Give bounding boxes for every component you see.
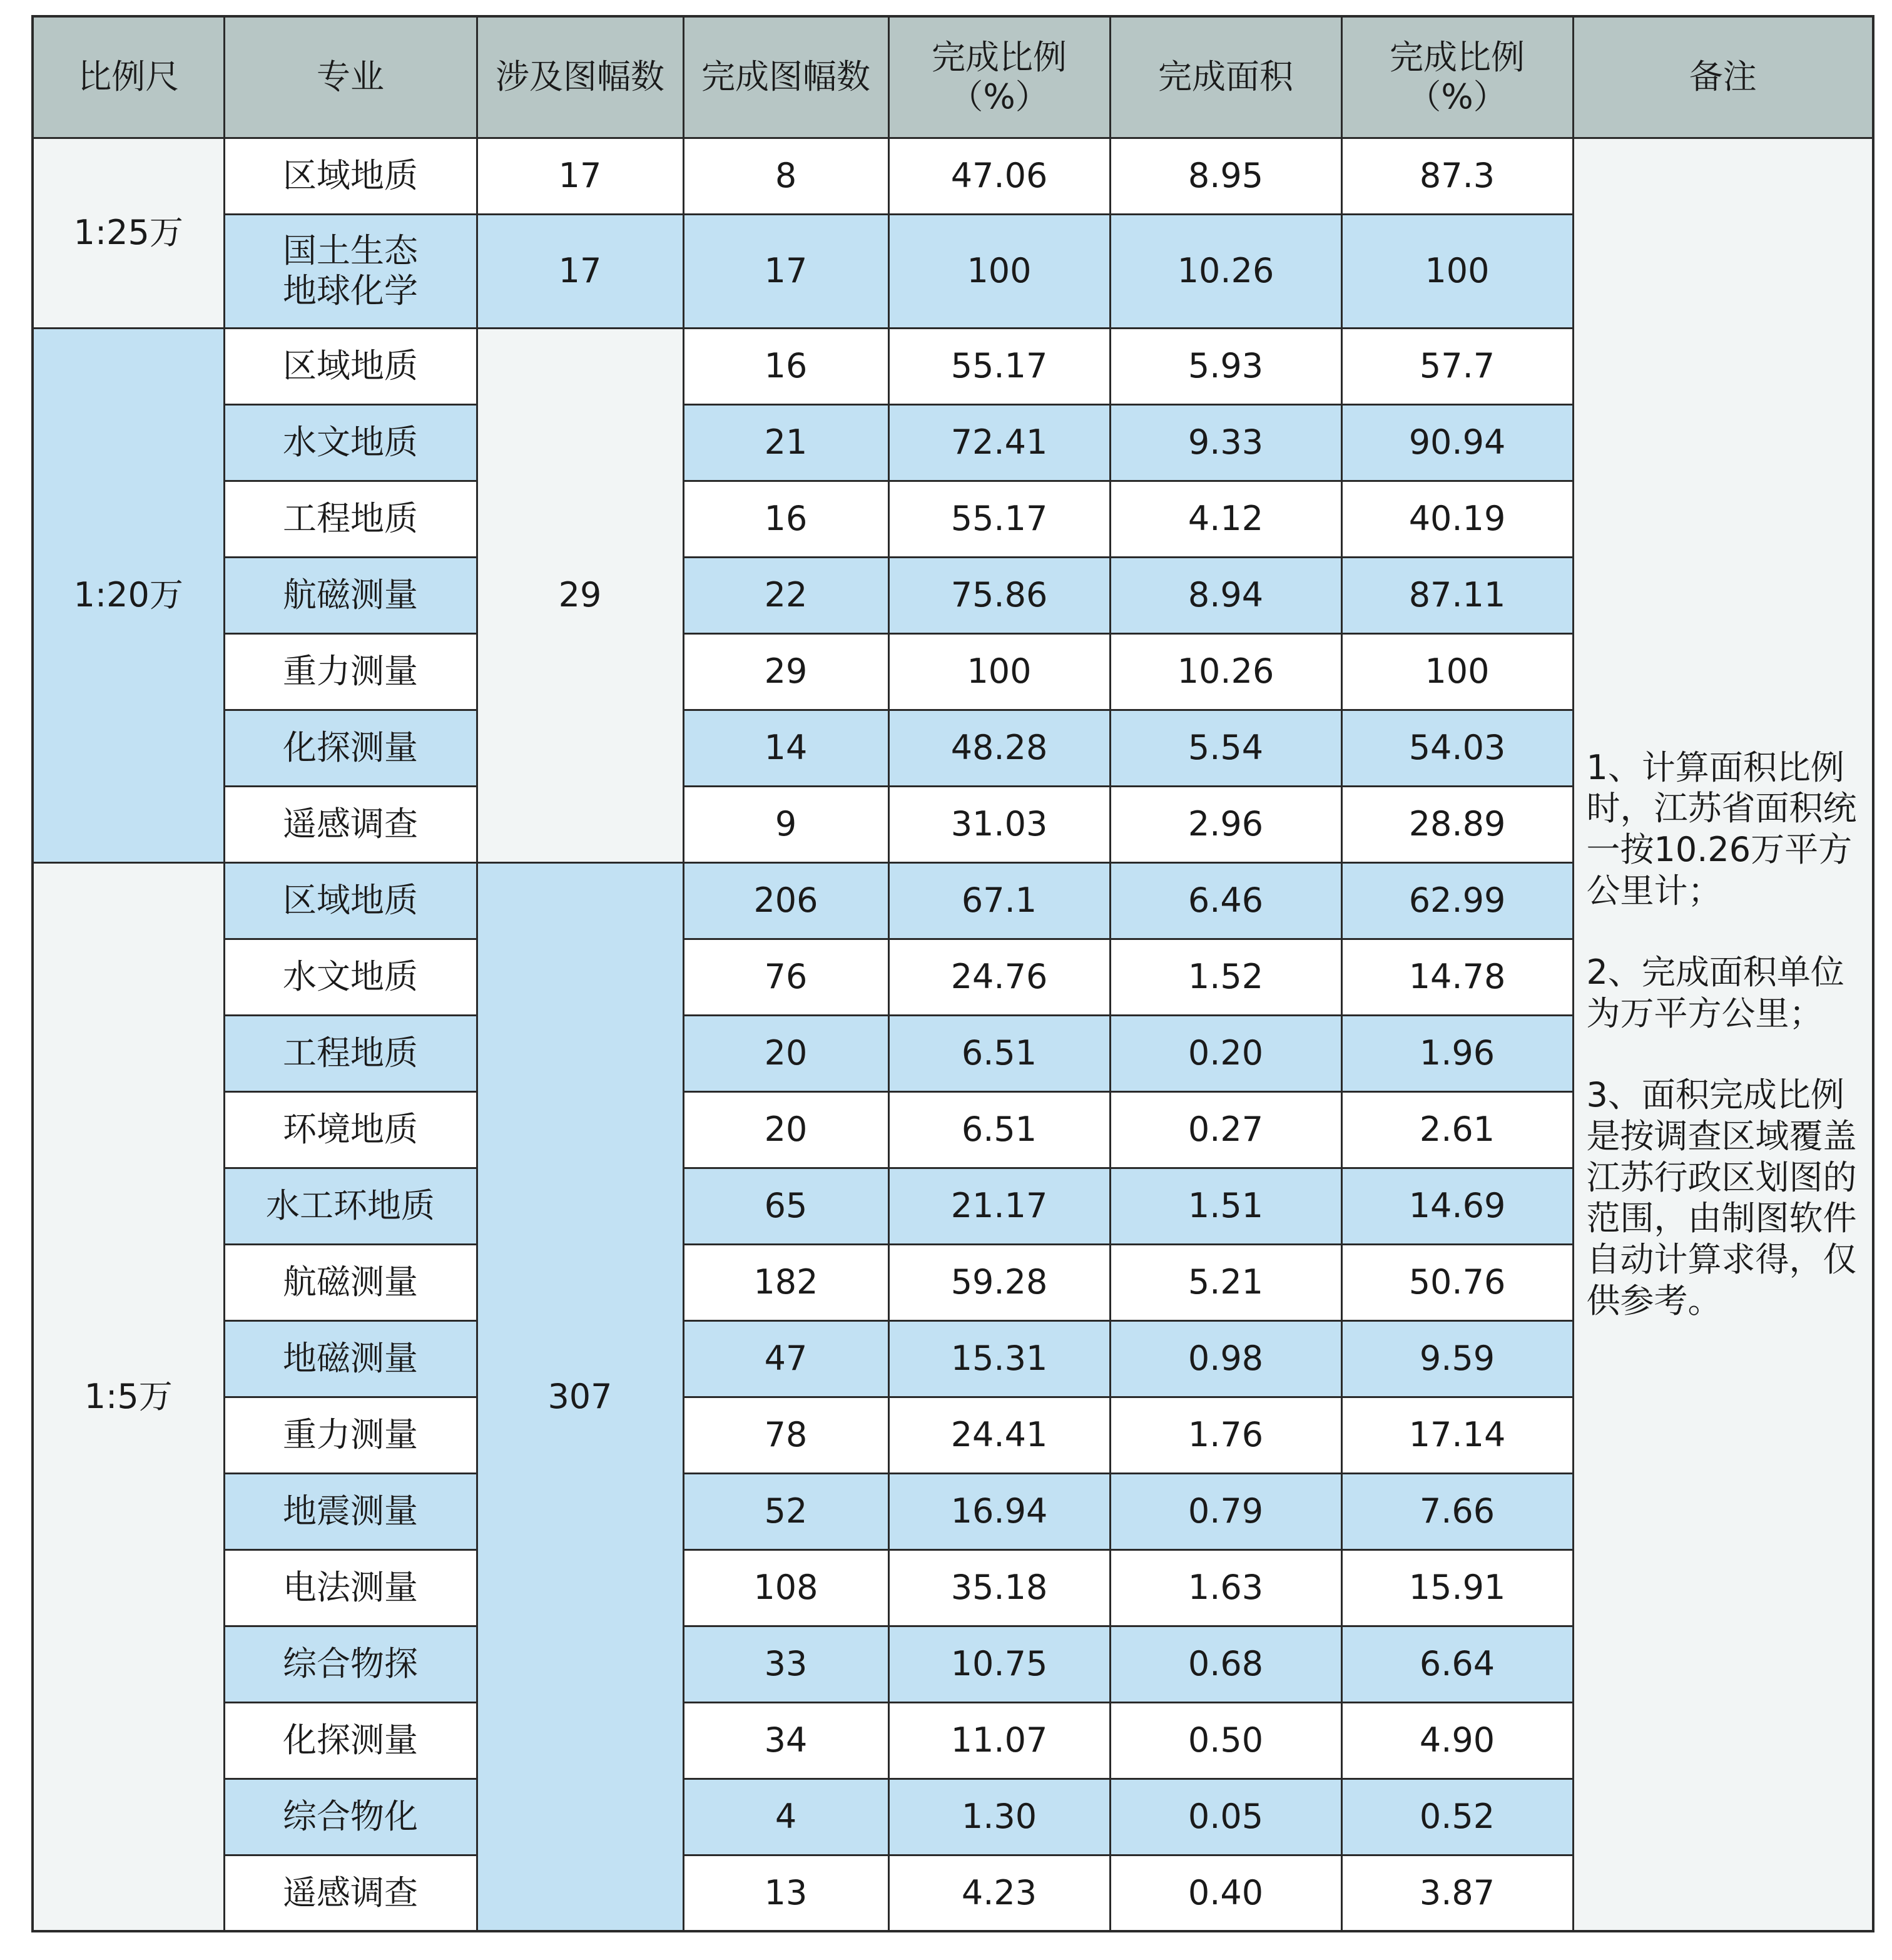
sheet-ratio-cell: 10.75: [888, 1626, 1110, 1702]
sheet-ratio-cell: 35.18: [888, 1549, 1110, 1626]
sheets-involved-cell: 307: [477, 862, 683, 1931]
area-ratio-cell: 90.94: [1341, 404, 1573, 481]
sheets-completed-cell: 22: [683, 557, 888, 633]
sheets-completed-cell: 16: [683, 481, 888, 557]
sheet-ratio-cell: 11.07: [888, 1702, 1110, 1779]
area-ratio-cell: 57.7: [1341, 328, 1573, 404]
area-cell: 5.54: [1110, 710, 1341, 786]
area-ratio-cell: 2.61: [1341, 1091, 1573, 1168]
area-cell: 5.93: [1110, 328, 1341, 404]
sheet-ratio-cell: 59.28: [888, 1244, 1110, 1320]
specialty-cell: 工程地质: [224, 1015, 477, 1091]
area-ratio-cell: 3.87: [1341, 1855, 1573, 1931]
area-ratio-cell: 15.91: [1341, 1549, 1573, 1626]
specialty-cell: 重力测量: [224, 633, 477, 710]
area-ratio-cell: 17.14: [1341, 1397, 1573, 1473]
header-sheets-completed: 完成图幅数: [683, 16, 888, 138]
area-ratio-cell: 62.99: [1341, 862, 1573, 939]
area-cell: 1.63: [1110, 1549, 1341, 1626]
specialty-cell: [224, 214, 477, 328]
specialty-cell: 区域地质: [224, 138, 477, 214]
area-cell: 2.96: [1110, 786, 1341, 862]
area-ratio-cell: 54.03: [1341, 710, 1573, 786]
header-scale: 比例尺: [33, 16, 224, 138]
sheet-ratio-cell: 100: [888, 633, 1110, 710]
area-cell: 10.26: [1110, 633, 1341, 710]
area-cell: 0.98: [1110, 1320, 1341, 1397]
area-cell: 0.79: [1110, 1473, 1341, 1549]
area-cell: 0.50: [1110, 1702, 1341, 1779]
sheets-completed-cell: 4: [683, 1779, 888, 1855]
area-ratio-cell: 0.52: [1341, 1779, 1573, 1855]
note-2: 2、完成面积单位为万平方公里；: [1586, 952, 1844, 1033]
sheet-ratio-cell: 72.41: [888, 404, 1110, 481]
specialty-cell: 水工环地质: [224, 1168, 477, 1244]
header-sheet-ratio-line1: 完成比例: [932, 37, 1067, 77]
sheet-ratio-cell: 75.86: [888, 557, 1110, 633]
area-cell: 0.20: [1110, 1015, 1341, 1091]
sheet-ratio-cell: 4.23: [888, 1855, 1110, 1931]
sheets-completed-cell: 21: [683, 404, 888, 481]
area-ratio-cell: 4.90: [1341, 1702, 1573, 1779]
sheet-ratio-cell: 24.76: [888, 939, 1110, 1015]
sheet-ratio-cell: 16.94: [888, 1473, 1110, 1549]
area-ratio-cell: 50.76: [1341, 1244, 1573, 1320]
area-cell: 4.12: [1110, 481, 1341, 557]
sheets-completed-cell: 9: [683, 786, 888, 862]
notes-cell: [1573, 138, 1873, 1931]
sheet-ratio-cell: 21.17: [888, 1168, 1110, 1244]
area-ratio-cell: 100: [1341, 214, 1573, 328]
area-ratio-cell: 7.66: [1341, 1473, 1573, 1549]
header-notes: 备注: [1573, 16, 1873, 138]
header-sheets-involved: 涉及图幅数: [477, 16, 683, 138]
sheet-ratio-cell: 47.06: [888, 138, 1110, 214]
area-ratio-cell: 87.11: [1341, 557, 1573, 633]
sheets-completed-cell: 8: [683, 138, 888, 214]
area-ratio-cell: 40.19: [1341, 481, 1573, 557]
area-ratio-cell: 14.69: [1341, 1168, 1573, 1244]
specialty-cell: 区域地质: [224, 862, 477, 939]
sheets-completed-cell: 76: [683, 939, 888, 1015]
table-row: [33, 138, 1873, 214]
sheet-ratio-cell: 67.1: [888, 862, 1110, 939]
area-cell: 1.51: [1110, 1168, 1341, 1244]
specialty-cell: 重力测量: [224, 1397, 477, 1473]
specialty-cell: 遥感调查: [224, 786, 477, 862]
specialty-cell: 电法测量: [224, 1549, 477, 1626]
specialty-cell: 工程地质: [224, 481, 477, 557]
sheets-completed-cell: 20: [683, 1015, 888, 1091]
specialty-line2: 地球化学: [283, 271, 418, 310]
area-cell: 0.27: [1110, 1091, 1341, 1168]
sheet-ratio-cell: 1.30: [888, 1779, 1110, 1855]
sheet-ratio-cell: 55.17: [888, 328, 1110, 404]
scale-cell: 1:5万: [33, 862, 224, 1931]
area-cell: 1.52: [1110, 939, 1341, 1015]
area-ratio-cell: 9.59: [1341, 1320, 1573, 1397]
area-cell: 6.46: [1110, 862, 1341, 939]
sheet-ratio-cell: 100: [888, 214, 1110, 328]
area-cell: 1.76: [1110, 1397, 1341, 1473]
specialty-cell: 地磁测量: [224, 1320, 477, 1397]
area-cell: 0.05: [1110, 1779, 1341, 1855]
area-ratio-cell: 28.89: [1341, 786, 1573, 862]
survey-completion-table: [31, 15, 1874, 1932]
specialty-cell: 航磁测量: [224, 1244, 477, 1320]
specialty-cell: 综合物探: [224, 1626, 477, 1702]
sheets-involved-cell: 17: [477, 214, 683, 328]
sheet-ratio-cell: 55.17: [888, 481, 1110, 557]
sheets-involved-cell: 17: [477, 138, 683, 214]
note-1: 1、计算面积比例时，江苏省面积统一按10.26万平方公里计；: [1586, 747, 1857, 911]
area-cell: 5.21: [1110, 1244, 1341, 1320]
sheet-ratio-cell: 6.51: [888, 1015, 1110, 1091]
area-cell: 0.68: [1110, 1626, 1341, 1702]
header-row: [33, 16, 1873, 138]
specialty-cell: 航磁测量: [224, 557, 477, 633]
specialty-line1: 国土生态: [283, 231, 418, 271]
table-header: [33, 16, 1873, 138]
sheets-completed-cell: 65: [683, 1168, 888, 1244]
sheets-completed-cell: 20: [683, 1091, 888, 1168]
area-cell: 8.94: [1110, 557, 1341, 633]
sheets-involved-cell: 29: [477, 328, 683, 862]
specialty-cell: 化探测量: [224, 710, 477, 786]
sheet-ratio-cell: 15.31: [888, 1320, 1110, 1397]
header-specialty: 专业: [224, 16, 477, 138]
area-cell: 8.95: [1110, 138, 1341, 214]
header-area-ratio-line1: 完成比例: [1390, 37, 1525, 77]
area-ratio-cell: 6.64: [1341, 1626, 1573, 1702]
specialty-cell: 遥感调查: [224, 1855, 477, 1931]
specialty-cell: 水文地质: [224, 404, 477, 481]
sheet-ratio-cell: 48.28: [888, 710, 1110, 786]
header-sheet-ratio: [888, 16, 1110, 138]
sheets-completed-cell: 14: [683, 710, 888, 786]
specialty-cell: 综合物化: [224, 1779, 477, 1855]
area-ratio-cell: 87.3: [1341, 138, 1573, 214]
sheets-completed-cell: 206: [683, 862, 888, 939]
sheets-completed-cell: 47: [683, 1320, 888, 1397]
area-ratio-cell: 100: [1341, 633, 1573, 710]
sheet-ratio-cell: 24.41: [888, 1397, 1110, 1473]
specialty-cell: 水文地质: [224, 939, 477, 1015]
header-area-ratio-line2: （%）: [1407, 77, 1507, 117]
sheet-ratio-cell: 6.51: [888, 1091, 1110, 1168]
sheets-completed-cell: 13: [683, 1855, 888, 1931]
sheets-completed-cell: 16: [683, 328, 888, 404]
specialty-cell: 化探测量: [224, 1702, 477, 1779]
scale-cell: 1:25万: [33, 138, 224, 328]
specialty-cell: 地震测量: [224, 1473, 477, 1549]
header-area-ratio: [1341, 16, 1573, 138]
sheet-ratio-cell: 31.03: [888, 786, 1110, 862]
sheets-completed-cell: 29: [683, 633, 888, 710]
specialty-cell: 区域地质: [224, 328, 477, 404]
sheets-completed-cell: 52: [683, 1473, 888, 1549]
specialty-cell: 环境地质: [224, 1091, 477, 1168]
area-cell: 10.26: [1110, 214, 1341, 328]
header-area-completed: 完成面积: [1110, 16, 1341, 138]
area-cell: 9.33: [1110, 404, 1341, 481]
area-ratio-cell: 1.96: [1341, 1015, 1573, 1091]
sheets-completed-cell: 17: [683, 214, 888, 328]
area-cell: 0.40: [1110, 1855, 1341, 1931]
sheets-completed-cell: 108: [683, 1549, 888, 1626]
note-3: 3、面积完成比例是按调查区域覆盖江苏行政区划图的范围，由制图软件自动计算求得，仅供参考。: [1586, 1074, 1857, 1321]
sheets-completed-cell: 78: [683, 1397, 888, 1473]
sheets-completed-cell: 182: [683, 1244, 888, 1320]
table-body: [33, 138, 1873, 1931]
sheets-completed-cell: 33: [683, 1626, 888, 1702]
header-sheet-ratio-line2: （%）: [949, 77, 1049, 117]
scale-cell: 1:20万: [33, 328, 224, 862]
sheets-completed-cell: 34: [683, 1702, 888, 1779]
area-ratio-cell: 14.78: [1341, 939, 1573, 1015]
